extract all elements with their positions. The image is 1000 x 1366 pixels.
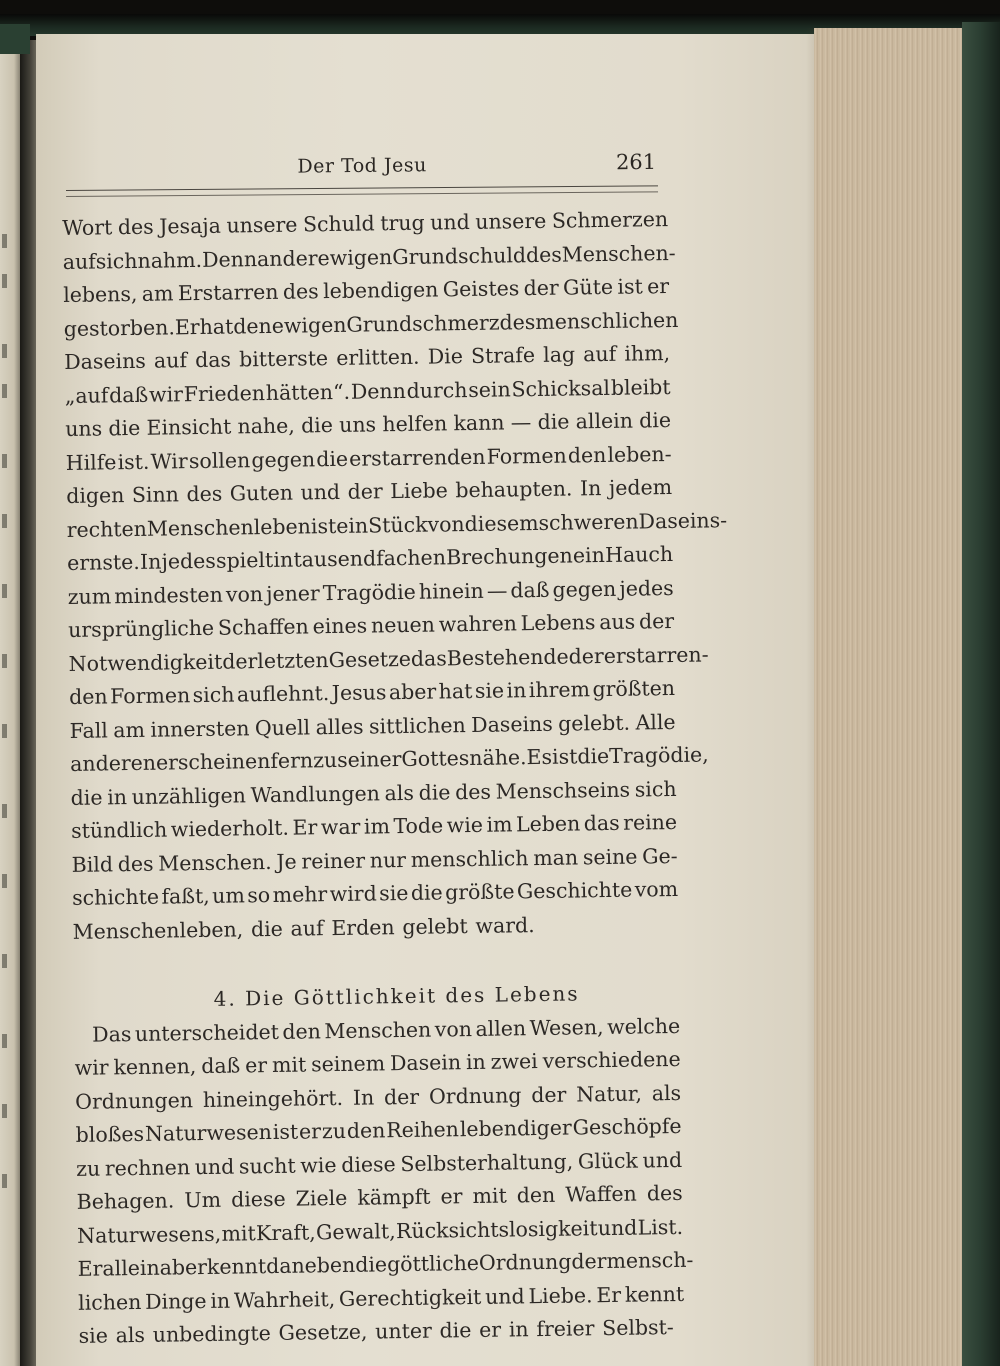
text-line: den Formen sich auflehnt. Jesus aber hat sie in ihrem größten (69, 675, 676, 709)
running-title: Der Tod Jesu (297, 154, 427, 178)
text-line: Das unterscheidet den Menschen von allen Wesen, welche (92, 1013, 681, 1047)
text-line: Behagen. Um diese Ziele kämpft er mit den Waffen des (76, 1180, 683, 1214)
text-line: schichte faßt, um so mehr wird sie die größte Geschichte vom (71, 876, 679, 910)
text-line: Fall am innersten Quell alles sittlichen Daseins gelebt. Alle (69, 709, 676, 743)
text-line: lichen Dinge in Wahrheit, Gerechtigkeit und Liebe. Er kennt (77, 1281, 685, 1315)
text-line: stündlich wiederholt. Er war im Tode wie im Leben das reine (71, 809, 678, 843)
text-line: bloßes Naturwesen ist er zu den Reihen lebendiger Geschöpfe (75, 1113, 682, 1147)
text-line: Notwendigkeit der letzten Gesetze das Bestehende der erstarren- (68, 641, 709, 676)
text-line: Ordnungen hineingehört. In der Ordnung der Natur, als (75, 1080, 682, 1114)
text-line: wir kennen, daß er mit seinem Dasein in zwei verschiedene (74, 1046, 681, 1080)
book-cover-right (962, 22, 1000, 1366)
paragraph (62, 203, 728, 949)
text-line: die in unzähligen Wandlungen als die des Menschseins sich (70, 776, 677, 810)
text-line: lebens, am Erstarren des lebendigen Geistes der Güte ist er (63, 274, 670, 307)
text-line: Daseins auf das bitterste erlitten. Die Strafe lag auf ihm, (64, 340, 671, 374)
text-line: Hilfe ist. Wir sollen gegen die erstarrenden Formen den leben- (65, 441, 672, 475)
page-number: 261 (615, 149, 657, 175)
text-line: Naturwesens, mit Kraft, Gewalt, Rücksichtslosigkeit und List. (77, 1214, 684, 1248)
text-line: „auf daß wir Frieden hätten“. Denn durch sein Schicksal bleibt (64, 374, 671, 408)
body-text (62, 203, 728, 1353)
text-line: zum mindesten von jener Tragödie hinein — daß gegen jedes (67, 575, 674, 609)
text-line: ursprüngliche Schaffen eines neuen wahren Lebens aus der (68, 608, 675, 642)
section-heading: 4. Die Göttlichkeit des Lebens (213, 980, 580, 1011)
text-line: Bild des Menschen. Je reiner nur menschlich man seine Ge- (71, 843, 678, 877)
paragraph (74, 1009, 694, 1353)
text-line: sie als unbedingte Gesetze, unter die er in freier Selbst- (78, 1315, 674, 1348)
text-line: rechten Menschenleben ist ein Stück von diesem schweren Daseins- (66, 507, 728, 542)
book-cover-corner (0, 24, 30, 54)
text-line: zu rechnen und sucht wie diese Selbsterhaltung, Glück und (76, 1147, 683, 1181)
text-line: gestorben. Er hat den ewigen Grundschmerz des menschlichen (63, 307, 679, 341)
text-line: auf sich nahm. Denn an der ewigen Grundschuld des Menschen- (62, 240, 676, 274)
facing-page-text-fragments (0, 44, 10, 1366)
text-line: Wort des Jesaja unsere Schuld trug und unsere Schmerzen (62, 207, 669, 240)
text-line: Er allein aber kennt daneben die göttliche Ordnung der mensch- (77, 1247, 694, 1281)
text-line: digen Sinn des Guten und der Liebe behaupten. In jedem (66, 474, 673, 508)
text-line: uns die Einsicht nahe, die uns helfen kann — die allein die (65, 407, 672, 441)
text-line: ernste. In jedes spielt in tausendfachen Brechungen ein Hauch (67, 541, 674, 575)
fore-edge-page-block (814, 28, 966, 1366)
text-line: anderen erscheinen fern zu seiner Gottesnähe. Es ist die Tragödie, (70, 742, 709, 776)
text-line: Menschenleben, die auf Erden gelebt ward. (72, 912, 535, 944)
running-header (66, 150, 658, 186)
